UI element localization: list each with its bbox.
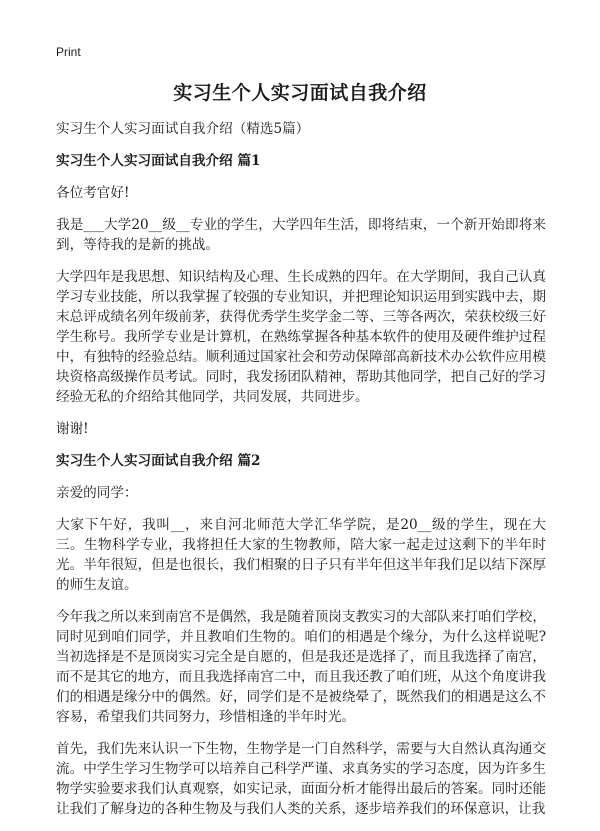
print-link[interactable]: Print bbox=[56, 45, 81, 59]
section-heading-2: 实习生个人实习面试自我介绍 篇2 bbox=[56, 453, 261, 469]
greeting-2: 亲爱的同学： bbox=[56, 485, 138, 501]
greeting-1: 各位考官好! bbox=[56, 185, 130, 201]
paragraph: 今年我之所以来到南宫不是偶然，我是随着顶岗支教实习的大部队来打咱们学校，同时见到咱们同学，并且教咱们生物的。咱们的相遇是个缘分，为什么这样说呢?当初选择是不是顶岗实习完全是自愿的，但是我还是选择了，而且我选择了南宫，而不是其它的地方，而且我选择南宫二中，而且我还教了咱们班，从这个角度讲我们的相遇是缘分中的偶然。好，同学们是不是被绕晕了，既然我们的相遇是这么不容易，希望我们共同努力，珍惜相逢的半年时光。 bbox=[56, 609, 546, 725]
paragraph: 大家下午好，我叫__，来自河北师范大学汇华学院，是20__级的学生，现在大三。生物科学专业，我将担任大家的生物教师，陪大家一起走过这剩下的半年时光。半年很短，但是也很长，我们相聚的日子只有半年但这半年我们足以结下深厚的师生友谊。 bbox=[56, 517, 546, 593]
page-title: 实习生个人实习面试自我介绍 bbox=[173, 82, 427, 104]
paragraph: 我是___大学20__级__专业的学生，大学四年生活，即将结束，一个新开始即将来到，等待我的是新的挑战。 bbox=[56, 217, 546, 253]
section-heading-1: 实习生个人实习面试自我介绍 篇1 bbox=[56, 153, 261, 169]
closing-1: 谢谢! bbox=[56, 421, 89, 437]
document-subtitle: 实习生个人实习面试自我介绍（精选5篇） bbox=[56, 121, 310, 137]
paragraph: 大学四年是我思想、知识结构及心理、生长成熟的四年。在大学期间，我自己认真学习专业技能，所以我掌握了较强的专业知识，并把理论知识运用到实践中去，期末总评成绩名列年级前茅，获得优秀学生奖学金二等、三等各两次，荣获校级三好学生称号。我所学专业是计算机，在熟练掌握各种基本软件的使用及硬件维护过程中，有独特的经验总结。顺利通过国家社会和劳动保障部高新技术办公软件应用模块资格高级操作员考试。同时，我发扬团队精神，帮助其他同学，把自己好的学习经验无私的介绍给其他同学，共同发展，共同进步。 bbox=[56, 269, 546, 405]
paragraph: 首先，我们先来认识一下生物，生物学是一门自然科学，需要与大自然认真沟通交流。中学生学习生物学可以培养自己科学严谨、求真务实的学习态度，因为许多生物学实验要求我们认真观察，如实记录，面面分析才能得出最后的答案。同时还能让我们了解身边的各种生物及与我们人类的关系，逐步培养我们的环保意识，让我 bbox=[56, 741, 546, 817]
document-body bbox=[56, 119, 546, 831]
